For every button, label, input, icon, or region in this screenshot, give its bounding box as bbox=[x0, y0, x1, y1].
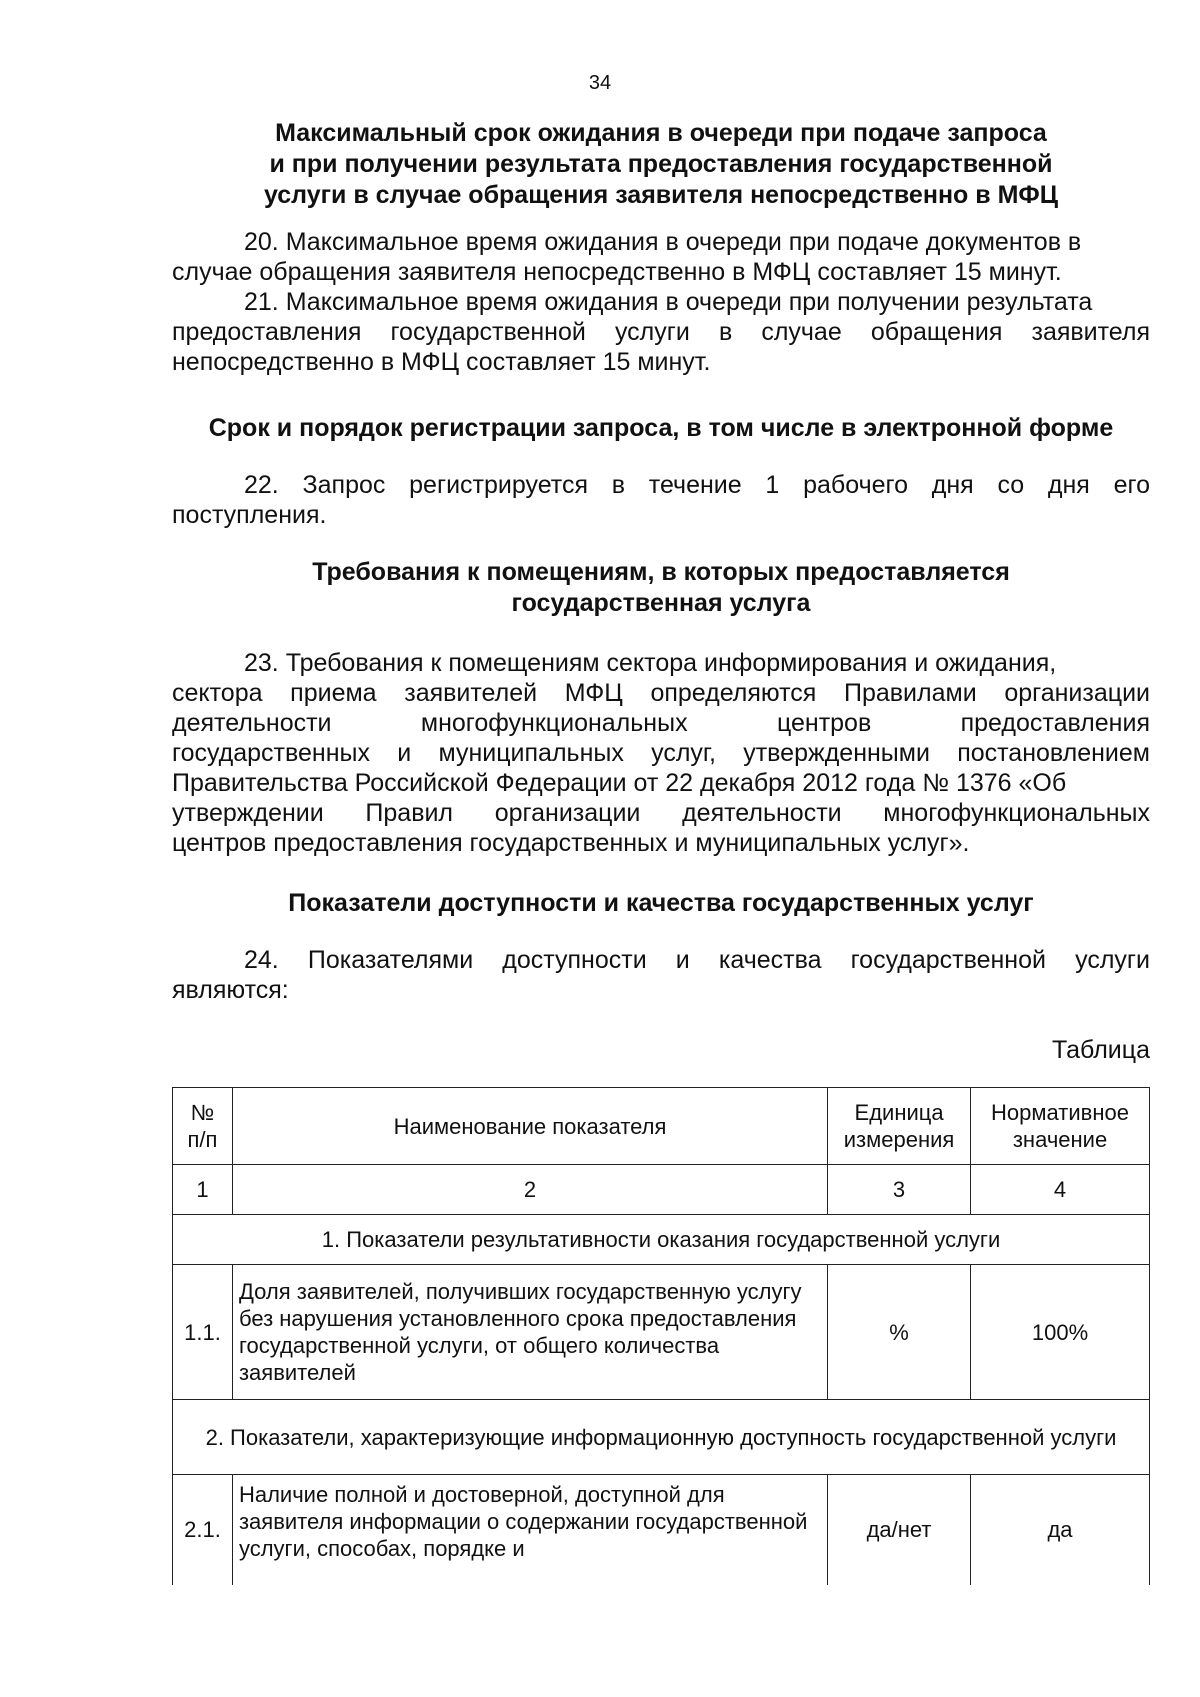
row-1-name: Доля заявителей, получивших государственную услугу без нарушения установленного срока предоставления государственной услуги, от общего количества заявителей bbox=[232, 1265, 827, 1400]
table-group-row bbox=[173, 1400, 1150, 1475]
row-1-value: 100% bbox=[971, 1265, 1150, 1400]
row-2-name: Наличие полной и достоверной, доступной для заявителя информации о содержании государственной услуги, способах, порядке и bbox=[232, 1475, 827, 1585]
row-2-unit: да/нет bbox=[828, 1475, 971, 1585]
section-title-premises: Требования к помещениям, в которых предоставляется государственная услуга bbox=[312, 558, 1010, 617]
indicators-table bbox=[172, 1087, 1150, 1585]
paragraph-20: 20. Максимальное время ожидания в очереди при подаче документов в случае обращения заявителя непосредственно в МФЦ составляет 15 минут. bbox=[172, 228, 1082, 286]
paragraph-22: 22. Запрос регистрируется в течение 1 рабочего дня со дня его поступления. bbox=[172, 471, 1150, 529]
row-2-value: да bbox=[971, 1475, 1150, 1585]
table-row bbox=[173, 1265, 1150, 1400]
paragraph-21: 21. Максимальное время ожидания в очереди при получении результата предоставления государственной услуги в случае обращения заявителя непосредственно в МФЦ составляет 15 минут. bbox=[172, 288, 1150, 376]
header-unit: Единица измерения bbox=[828, 1088, 971, 1165]
row-1-unit: % bbox=[828, 1265, 971, 1400]
col-number-1: 1 bbox=[173, 1165, 233, 1215]
section-title-queue-time: Максимальный срок ожидания в очереди при подаче запроса и при получении результата предоставления государственной услуги в случае обращения заявителя непосредственно в МФЦ bbox=[264, 119, 1058, 209]
page-number: 34 bbox=[588, 72, 612, 94]
header-value: Нормативное значение bbox=[971, 1088, 1150, 1165]
table-column-numbers-row bbox=[173, 1165, 1150, 1215]
table-header-row bbox=[173, 1088, 1150, 1165]
col-number-3: 3 bbox=[828, 1165, 971, 1215]
table-row bbox=[173, 1475, 1150, 1585]
group-1-title: 1. Показатели результативности оказания государственной услуги bbox=[173, 1215, 1150, 1265]
col-number-2: 2 bbox=[232, 1165, 827, 1215]
paragraph-24: 24. Показателями доступности и качества государственной услуги являются: bbox=[172, 946, 1150, 1004]
table-group-row bbox=[173, 1215, 1150, 1265]
paragraph-23: 23. Требования к помещениям сектора информирования и ожидания, сектора приема заявителей МФЦ определяются Правилами организации деятельности многофункциональных центров предоставления государственных и муниципальных услуг, утвержденными постановлением Правительства Российской Федерации от 22 декабря 2012 года № 1376 «Об утверждении Правил организации деятельности многофункциональных центров предоставления государственных и муниципальных услуг». bbox=[172, 649, 1150, 857]
header-name: Наименование показателя bbox=[232, 1088, 827, 1165]
section-title-indicators: Показатели доступности и качества государственных услуг bbox=[288, 889, 1034, 917]
col-number-4: 4 bbox=[971, 1165, 1150, 1215]
row-2-number: 2.1. bbox=[173, 1475, 233, 1585]
table-caption: Таблица bbox=[1051, 1036, 1150, 1064]
header-number: № п/п bbox=[173, 1088, 233, 1165]
section-title-registration: Срок и порядок регистрации запроса, в том числе в электронной форме bbox=[208, 414, 1114, 442]
row-1-number: 1.1. bbox=[173, 1265, 233, 1400]
group-2-title: 2. Показатели, характеризующие информационную доступность государственной услуги bbox=[173, 1400, 1150, 1475]
